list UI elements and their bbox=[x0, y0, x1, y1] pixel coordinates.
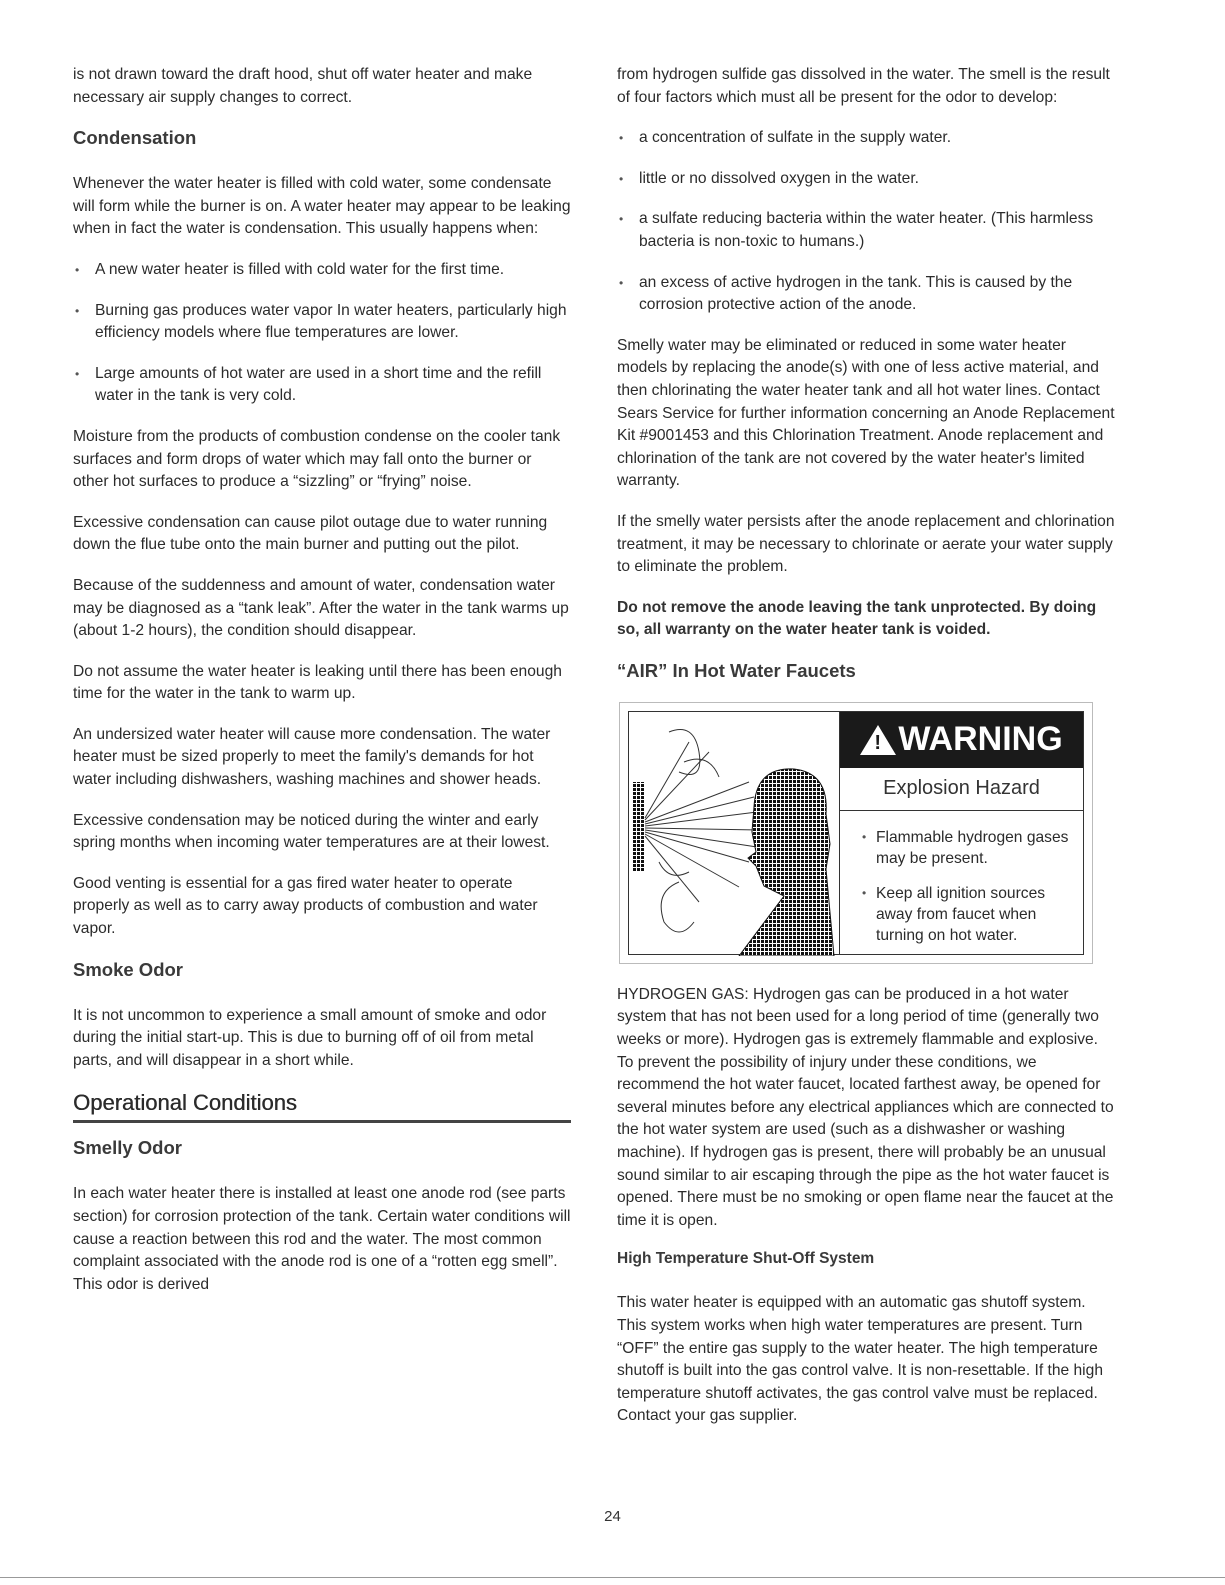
odor-factors-list bbox=[617, 127, 1117, 317]
left-intro: is not drawn toward the draft hood, shut off water heater and make necessary air supply changes to correct. bbox=[73, 66, 533, 106]
condensation-heading: Condensation bbox=[73, 127, 197, 149]
body-paragraph: Excessive condensation may be noticed during the winter and early spring months when incoming water temperatures are at their lowest. bbox=[73, 811, 550, 852]
list-item: • Large amounts of hot water are used in a short time and the refill water in the tank is very cold. bbox=[73, 363, 571, 408]
list-item: • an excess of active hydrogen in the tank. This is caused by the corrosion protective action of the anode. bbox=[617, 272, 1117, 317]
warning-header bbox=[840, 712, 1083, 768]
left-column bbox=[73, 64, 571, 1314]
explosion-figure-icon bbox=[629, 712, 839, 954]
warning-box bbox=[619, 702, 1093, 964]
right-intro: from hydrogen sulfide gas dissolved in the water. The smell is the result of four factors which must all be present for the odor to develop: bbox=[617, 66, 1110, 106]
warning-title: WARNING bbox=[898, 720, 1063, 759]
smoke-odor-paragraph: It is not uncommon to experience a small amount of smoke and odor during the initial start-up. This is due to burning off of oil from metal parts, and will disappear in a short while. bbox=[73, 1006, 547, 1069]
body-paragraph: Do not assume the water heater is leaking until there has been enough time for the water in the tank to warm up. bbox=[73, 662, 562, 703]
list-item: • little or no dissolved oxygen in the water. bbox=[617, 168, 1117, 191]
list-item: • Flammable hydrogen gases may be present. bbox=[862, 827, 1083, 869]
warning-list bbox=[862, 827, 1083, 946]
chlorinate-paragraph: If the smelly water persists after the anode replacement and chlorination treatment, it may be necessary to chlorinate or aerate your water supply to eliminate the problem. bbox=[617, 512, 1115, 576]
body-paragraph: Excessive condensation can cause pilot outage due to water running down the flue tube onto the main burner and putting out the pilot. bbox=[73, 513, 548, 554]
warning-triangle-icon: ! bbox=[860, 725, 896, 755]
hydrogen-gas-paragraph: HYDROGEN GAS: Hydrogen gas can be produced in a hot water system that has not been used for a long period of time (generally two weeks or more). Hydrogen gas is extremely flammable and explosive. To prevent the possibility of injury under these conditions, we recommend the hot water faucet, located farthest away, be opened for several minutes before any electrical appliances which are connected to the hot water system are used (such as a dishwasher or washing machine). If hydrogen gas is present, there will probably be an unusual sound similar to air escaping through the pipe as the hot water faucet is opened. There must be no smoking or open flame near the faucet at the time it is open. bbox=[617, 985, 1114, 1229]
body-paragraph: Because of the suddenness and amount of water, condensation water may be diagnosed as a “tank leak”. After the water in the tank warms up (about 1-2 hours), the condition should disappear. bbox=[73, 576, 569, 640]
page-number: 24 bbox=[604, 1508, 621, 1525]
smelly-odor-paragraph: In each water heater there is installed at least one anode rod (see parts section) for corrosion protection of the tank. Certain water conditions will cause a reaction between this rod and the water. The most common complaint associated with the anode rod is one of a “rotten egg smell”. This odor is derived bbox=[73, 1185, 571, 1293]
shutoff-heading: High Temperature Shut-Off System bbox=[617, 1250, 875, 1268]
body-paragraph: Moisture from the products of combustion condense on the cooler tank surfaces and form drops of water which may fall onto the burner or other hot surfaces to produce a “sizzling” or “frying” noise. bbox=[73, 427, 561, 491]
list-item: • A new water heater is filled with cold water for the first time. bbox=[73, 259, 571, 282]
anode-paragraph: Smelly water may be eliminated or reduced in some water heater models by replacing the anode(s) with one of less active material, and then chlorinating the water heater tank and all hot water lines. Contact Sears Service for further information concerning an Anode Replacement Kit #9001453 and this Chlorination Treatment. Anode replacement and chlorination of the tank are not covered by the water heater's limited warranty. bbox=[617, 336, 1115, 490]
list-item: • Keep all ignition sources away from faucet when turning on hot water. bbox=[862, 883, 1083, 946]
warning-subtitle: Explosion Hazard bbox=[840, 768, 1083, 811]
list-item: • a sulfate reducing bacteria within the water heater. (This harmless bacteria is non-toxic to humans.) bbox=[617, 208, 1117, 253]
list-item: • a concentration of sulfate in the supply water. bbox=[617, 127, 1117, 150]
right-column bbox=[617, 64, 1117, 1446]
condensation-list bbox=[73, 259, 571, 408]
shutoff-paragraph: This water heater is equipped with an automatic gas shutoff system. This system works when high water temperatures are present. Turn “OFF” the entire gas supply to the water heater. The high temperature shutoff is built into the gas control valve. It is non-resettable. If the high temperature shutoff activates, the gas control valve must be replaced. Contact your gas supplier. bbox=[617, 1294, 1103, 1425]
body-paragraph: Good venting is essential for a gas fired water heater to operate properly as well as to carry away products of combustion and water vapor. bbox=[73, 874, 538, 938]
body-paragraph: An undersized water heater will cause more condensation. The water heater must be sized properly to meet the family's demands for hot water including dishwashers, washing machines and shower heads. bbox=[73, 725, 551, 789]
smoke-odor-heading: Smoke Odor bbox=[73, 958, 183, 980]
condensation-paragraph: Whenever the water heater is filled with cold water, some condensate will form while the burner is on. A water heater may appear to be leaking when in fact the water is condensation. This usually happens when: bbox=[73, 175, 571, 238]
list-item: • Burning gas produces water vapor In water heaters, particularly high efficiency models where flue temperatures are lower. bbox=[73, 300, 571, 345]
warning-panel bbox=[839, 712, 1083, 954]
anode-warning-text: Do not remove the anode leaving the tank unprotected. By doing so, all warranty on the water heater tank is voided. bbox=[617, 598, 1097, 639]
smelly-odor-heading: Smelly Odor bbox=[73, 1137, 182, 1159]
bottom-divider bbox=[0, 1577, 1225, 1578]
operational-conditions-heading: Operational Conditions bbox=[73, 1090, 571, 1123]
air-faucets-heading: “AIR” In Hot Water Faucets bbox=[617, 659, 856, 681]
